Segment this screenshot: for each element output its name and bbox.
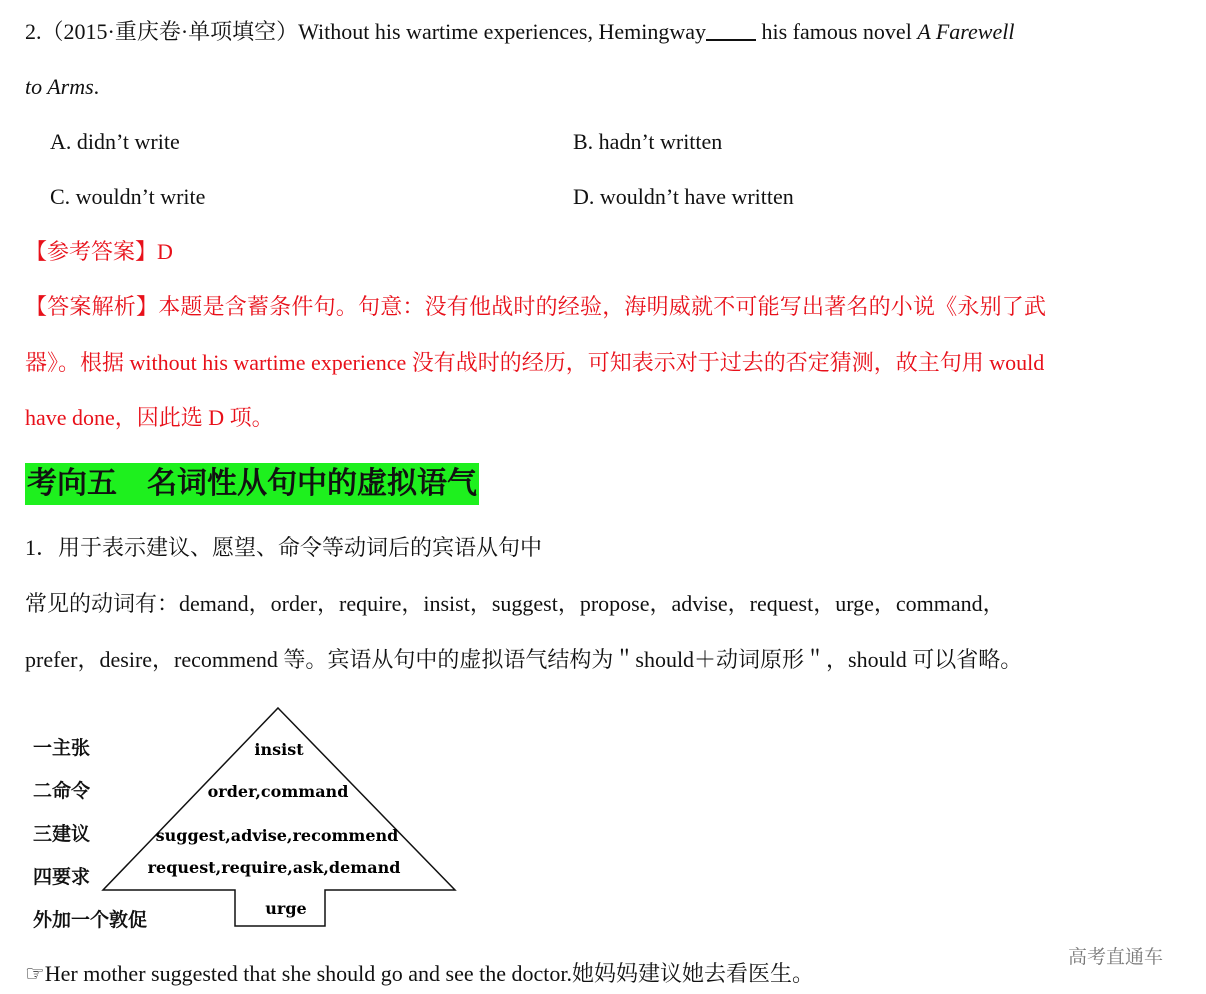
diagram-label-2: 二命令: [33, 780, 91, 802]
section-title: 考向五 名词性从句中的虚拟语气: [25, 463, 479, 505]
option-b: B. hadn’t written: [573, 129, 723, 154]
point-1: 1．用于表示建议、愿望、命令等动词后的宾语从句中: [25, 535, 543, 560]
triangle-row-4: request,require,ask,demand: [147, 858, 401, 877]
question-stem-line2: [25, 72, 99, 102]
diagram-label-3: 三建议: [33, 823, 91, 845]
question-stem: [25, 17, 1014, 47]
answer-analysis-2: 器》。根据 without his wartime experience 没有战时的经历，可知表示对于过去的否定猜测，故主句用 would: [25, 350, 1045, 375]
option-a: A. didn’t write: [50, 129, 180, 154]
triangle-row-1: insist: [254, 740, 304, 759]
triangle-diagram: [0, 700, 460, 940]
verbs-line-1: 常见的动词有：demand，order，require，insist，suggest，propose，advise，request，urge，command，: [25, 591, 1005, 616]
answer-analysis-1: 【答案解析】本题是含蓄条件句。句意：没有他战时的经验，海明威就不可能写出著名的小说《永别了武: [25, 294, 1047, 319]
period: .: [93, 74, 100, 99]
answer-blank: [706, 19, 756, 41]
triangle-row-2: order,command: [207, 782, 349, 801]
question-text: Without his wartime experiences, Hemingway: [298, 19, 706, 44]
novel-title-cont: to Arms: [25, 74, 94, 99]
question-text-after: his famous novel: [755, 19, 918, 44]
diagram-label-1: 一主张: [33, 737, 91, 759]
triangle-row-5: urge: [265, 899, 307, 918]
diagram-label-4: 四要求: [33, 866, 91, 888]
triangle-row-3: suggest,advise,recommend: [155, 826, 399, 845]
answer-analysis-3: have done，因此选 D 项。: [25, 405, 274, 430]
example-sentence: ☞Her mother suggested that she should go and see the doctor.她妈妈建议她去看医生。: [25, 961, 814, 986]
watermark: 高考直通车: [1068, 946, 1164, 968]
option-d: D. wouldn’t have written: [573, 184, 794, 209]
verbs-line-2: prefer，desire，recommend 等。宾语从句中的虚拟语气结构为＂should＋动词原形＂，should 可以省略。: [25, 647, 1023, 672]
novel-title: A Farewell: [917, 19, 1015, 44]
diagram-label-5: 外加一个敦促: [33, 909, 148, 931]
reference-answer: 【参考答案】D: [25, 239, 173, 264]
option-c: C. wouldn’t write: [50, 184, 206, 209]
question-source: 2.（2015·重庆卷·单项填空）: [25, 19, 299, 44]
